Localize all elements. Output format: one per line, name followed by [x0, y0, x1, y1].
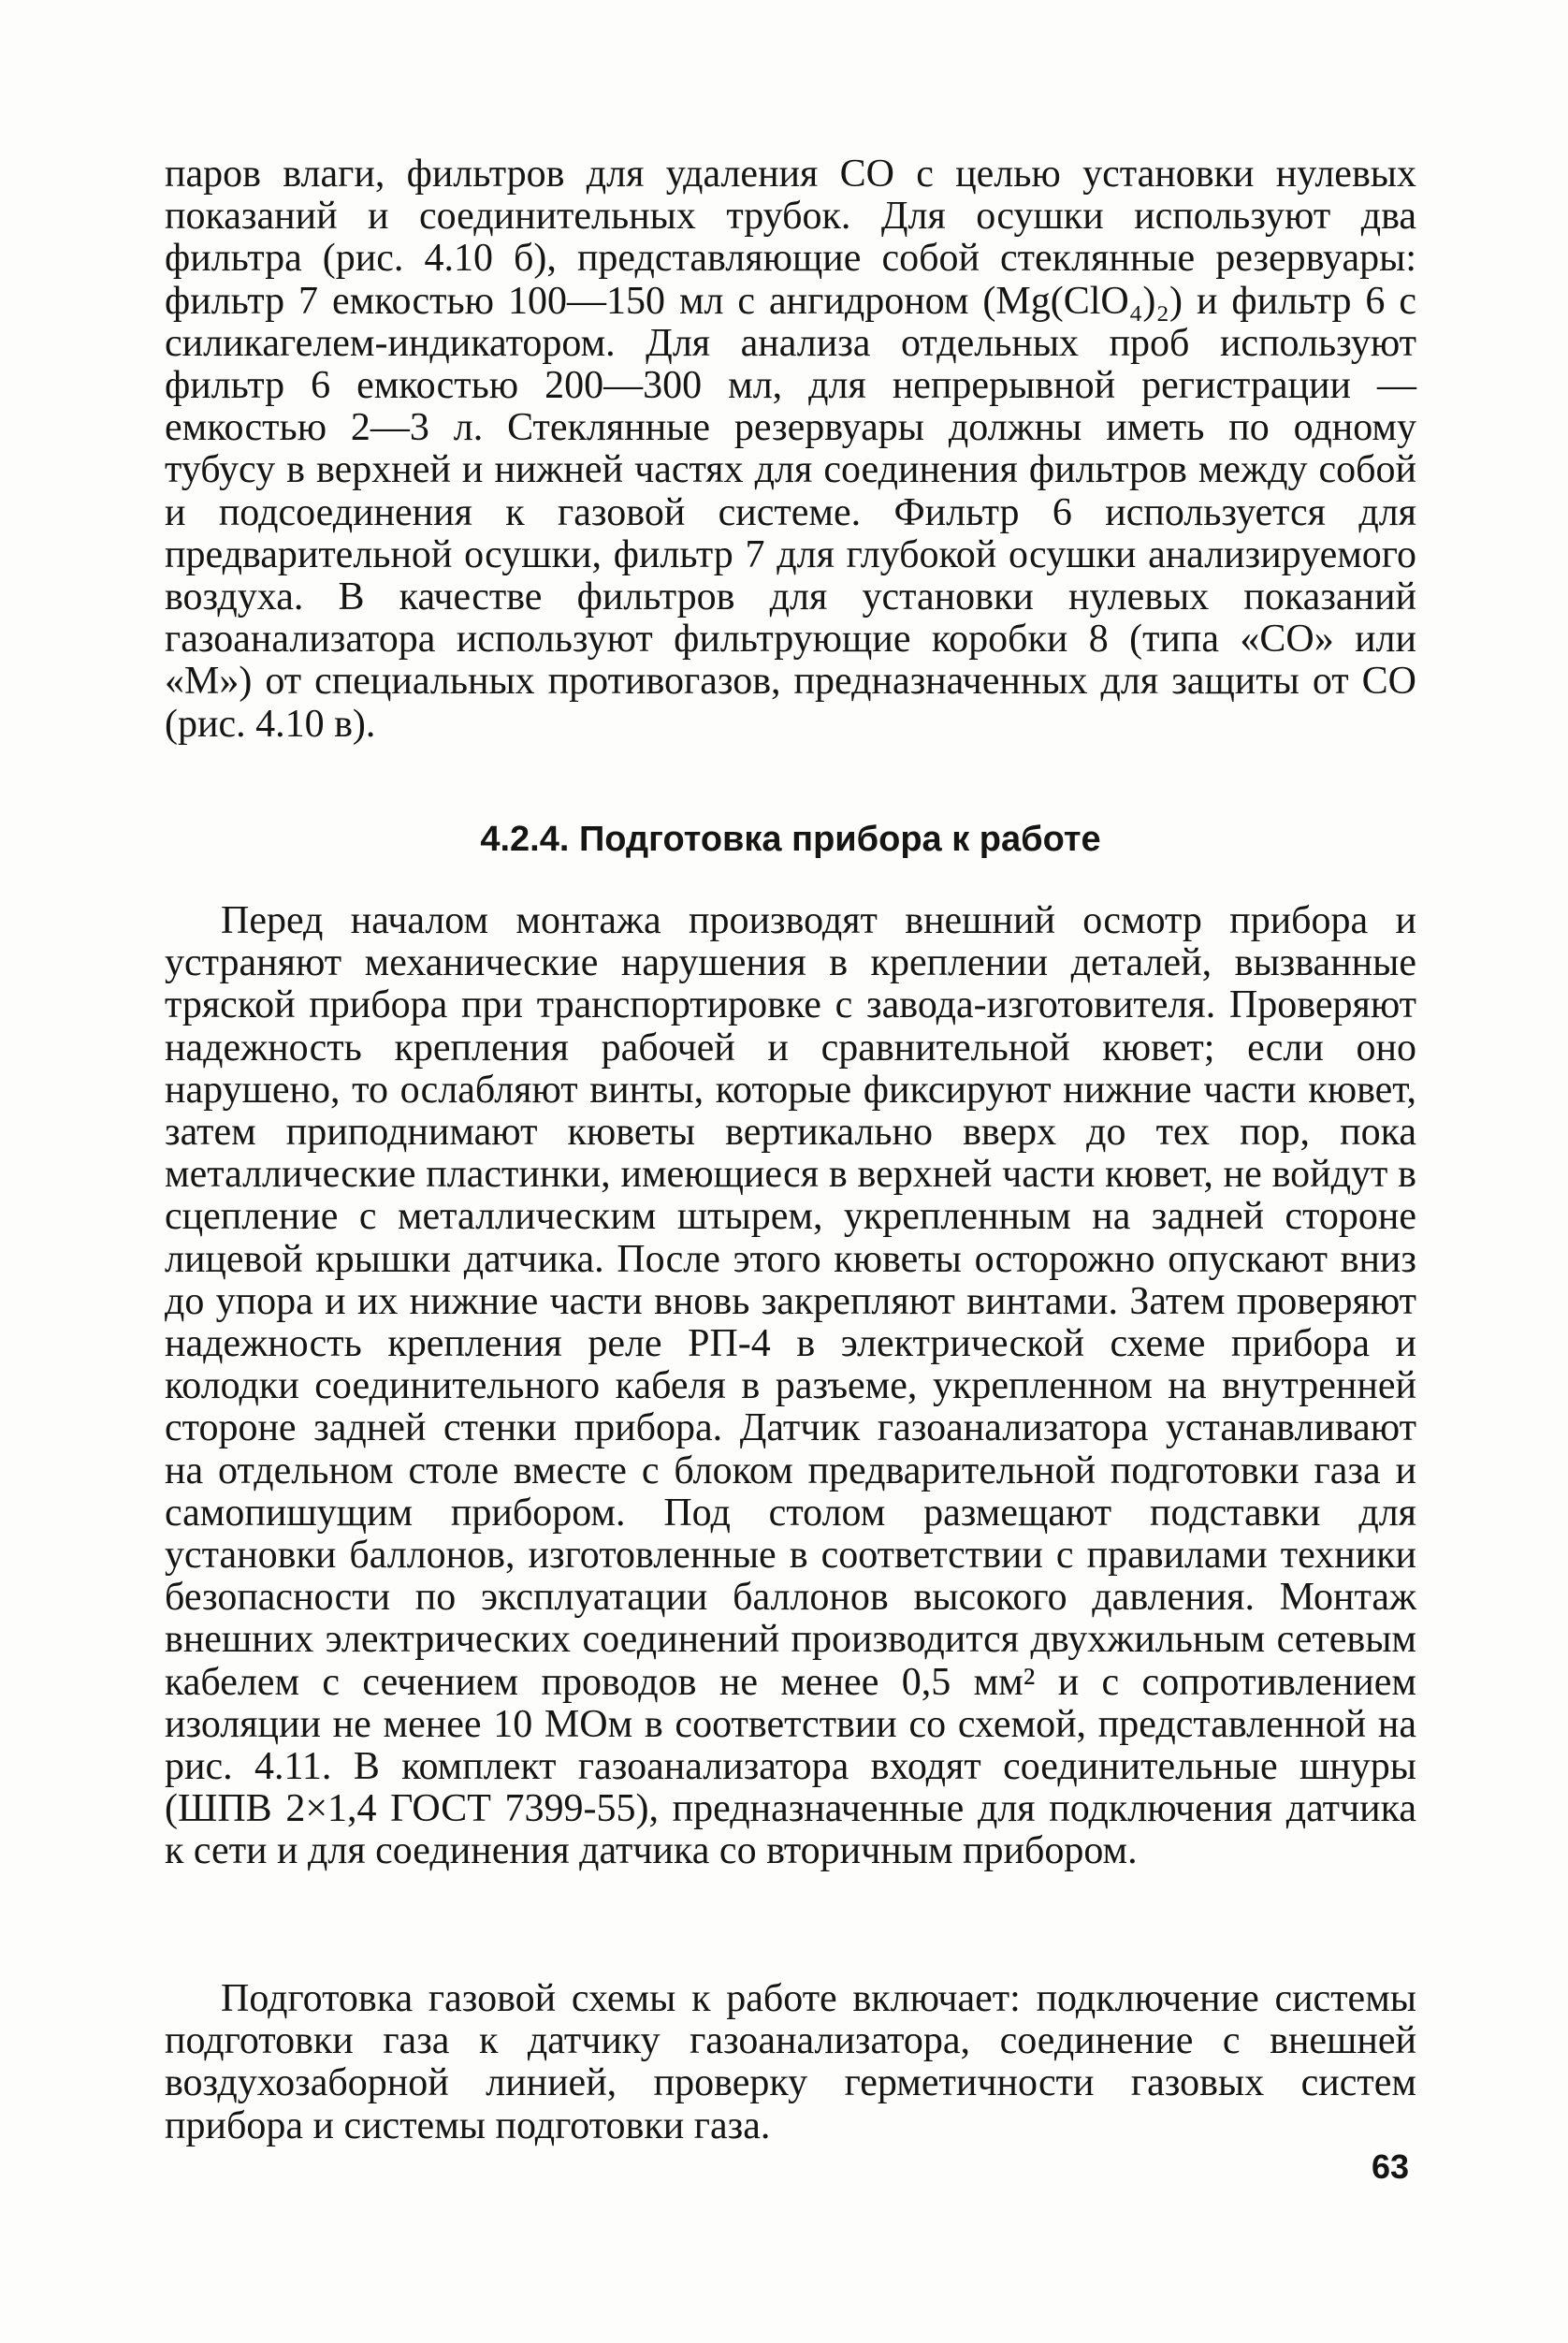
gas-scheme-paragraph: Подготовка газовой схемы к работе включает: подключение системы подготовки газа к датчику газоанализатора, соединение с внешней воздухозаборной линией, проверку герметичности газовых систем прибора и системы подготовки газа. — [165, 1977, 1416, 2147]
mounting-text-block — [165, 900, 1416, 1873]
section-heading: 4.2.4. Подготовка прибора к работе — [480, 820, 1101, 859]
gas-scheme-text-block — [165, 1978, 1416, 2147]
mounting-paragraph: Перед началом монтажа производят внешний осмотр прибора и устраняют механические нарушения в креплении деталей, вызванные тряской прибора при транспортировке с завода-изготовителя. Проверяют надежность крепления рабочей и сравнительной кювет; если оно нарушено, то ослабляют винты, которые фиксируют нижние части кювет, затем приподнимают кюветы вертикально вверх до тех пор, пока металлические пластинки, имеющиеся в верхней части кювет, не войдут в сцепление с металлическим штырем, укрепленным на задней стороне лицевой крышки датчика. После этого кюветы осторожно опускают вниз до упора и их нижние части вновь закрепляют винтами. Затем проверяют надежность крепления реле РП-4 в электрической схеме прибора и колодки соединительного кабеля в разъеме, укрепленном на внутренней стороне задней стенки прибора. Датчик газоанализатора устанавливают на отдельном столе вместе с блоком предварительной подготовки газа и самопишущим прибором. Под столом размещают подставки для установки баллонов, изготовленные в соответствии с правилами техники безопасности по эксплуатации баллонов высокого давления. Монтаж внешних электрических соединений производится двухжильным сетевым кабелем с сечением проводов не менее 0,5 мм² и с сопротивлением изоляции не менее 10 МОм в соответствии со схемой, представленной на рис. 4.11. В комплект газоанализатора входят соединительные шнуры (ШПВ 2×1,4 ГОСТ 7399-55), предназначенные для подключения датчика к сети и для соединения датчика со вторичным прибором. — [165, 899, 1416, 1873]
intro-paragraph: паров влаги, фильтров для удаления CO с целью установки нулевых показаний и соединительных трубок. Для осушки используют два фильтра (рис. 4.10 б), представляющие собой стеклянные резервуары: фильтр 7 емкостью 100—150 мл с ангидроном (Mg(ClO₄)₂) и фильтр 6 с силикагелем-индикатором. Для анализа отдельных проб используют фильтр 6 емкостью 200—300 мл, для непрерывной регистрации — емкостью 2—3 л. Стеклянные резервуары должны иметь по одному тубусу в верхней и нижней частях для соединения фильтров между собой и подсоединения к газовой системе. Фильтр 6 используется для предварительной осушки, фильтр 7 для глубокой осушки анализируемого воздуха. В качестве фильтров для установки нулевых показаний газоанализатора используют фильтрующие коробки 8 (типа «CO» или «M») от специальных противогазов, предназначенных для защиты от CO (рис. 4.10 в). — [165, 153, 1416, 746]
intro-text-block — [165, 153, 1416, 746]
page-number: 63 — [1371, 2147, 1409, 2186]
